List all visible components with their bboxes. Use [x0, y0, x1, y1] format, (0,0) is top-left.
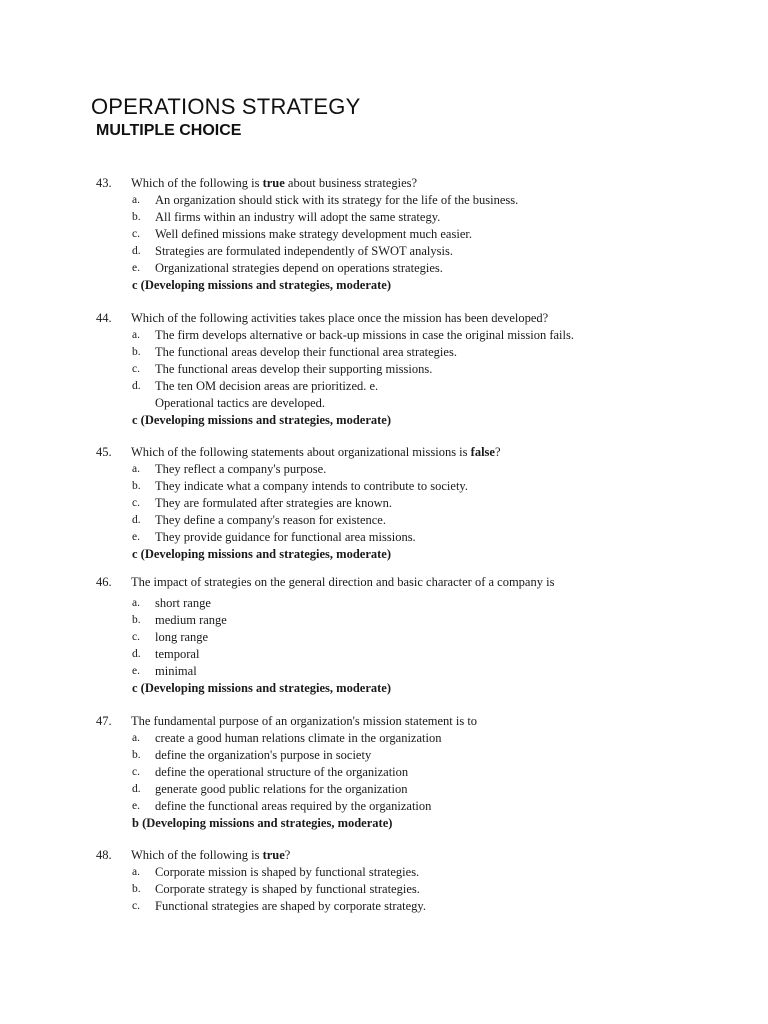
- option-letter: a.: [132, 866, 140, 878]
- option-text: Corporate mission is shaped by functional strategies.: [155, 865, 420, 879]
- option-text: generate good public relations for the organization: [155, 782, 408, 796]
- option-letter: b.: [132, 614, 141, 626]
- option-c: [96, 764, 736, 781]
- option-letter: a.: [132, 732, 140, 744]
- option-c: [96, 495, 736, 512]
- question-number: 47.: [96, 714, 112, 728]
- option-text: minimal: [155, 664, 197, 678]
- option-e: [96, 798, 736, 815]
- question-stem: [96, 175, 736, 192]
- option-text: temporal: [155, 647, 200, 661]
- option-text: define the organization's purpose in society: [155, 748, 372, 762]
- option-a: [96, 730, 736, 747]
- question-emphasis: true: [262, 176, 285, 190]
- question-text: Which of the following is: [131, 848, 263, 862]
- question-stem: [96, 444, 736, 461]
- option-d: [96, 243, 736, 260]
- option-text: They indicate what a company intends to contribute to society.: [155, 479, 468, 493]
- question-text: The fundamental purpose of an organization's mission statement is to: [131, 714, 478, 728]
- question-text: Which of the following is: [131, 176, 263, 190]
- option-b: [96, 612, 736, 629]
- question-text-end: ?: [494, 445, 501, 459]
- question-46: [96, 574, 736, 697]
- option-text: short range: [155, 596, 211, 610]
- option-text: An organization should stick with its strategy for the life of the business.: [155, 193, 519, 207]
- option-b: [96, 209, 736, 226]
- option-a: [96, 192, 736, 209]
- option-text: Organizational strategies depend on operations strategies.: [155, 261, 443, 275]
- option-a: [96, 595, 736, 612]
- option-letter: d.: [132, 783, 141, 795]
- option-e: [96, 663, 736, 680]
- option-letter: e.: [132, 800, 140, 812]
- option-letter: c.: [132, 228, 140, 240]
- option-text: long range: [155, 630, 209, 644]
- answer-key: c (Developing missions and strategies, moderate): [132, 547, 391, 561]
- option-text: create a good human relations climate in the organization: [155, 731, 442, 745]
- question-text: The impact of strategies on the general direction and basic character of a company is: [131, 575, 555, 589]
- option-text: They provide guidance for functional area missions.: [155, 530, 416, 544]
- question-stem: [96, 713, 736, 730]
- option-b: [96, 478, 736, 495]
- question-44: [96, 310, 736, 429]
- option-letter: a.: [132, 194, 140, 206]
- option-text: medium range: [155, 613, 227, 627]
- question-text-end: about business strategies?: [284, 176, 418, 190]
- option-letter: b.: [132, 883, 141, 895]
- option-letter: b.: [132, 211, 141, 223]
- option-a: [96, 327, 736, 344]
- option-d: [96, 646, 736, 663]
- answer-key: c (Developing missions and strategies, moderate): [132, 681, 391, 695]
- option-d: [96, 781, 736, 798]
- option-letter: b.: [132, 480, 141, 492]
- option-text: Well defined missions make strategy development much easier.: [155, 227, 472, 241]
- answer-key: c (Developing missions and strategies, moderate): [132, 278, 391, 292]
- option-text: Corporate strategy is shaped by functional strategies.: [155, 882, 420, 896]
- option-b: [96, 344, 736, 361]
- option-c: [96, 629, 736, 646]
- option-text: Strategies are formulated independently of SWOT analysis.: [155, 244, 453, 258]
- option-text: The functional areas develop their supporting missions.: [155, 362, 433, 376]
- option-c: [96, 226, 736, 243]
- option-letter: a.: [132, 463, 140, 475]
- option-letter: d.: [132, 514, 141, 526]
- question-text: Which of the following statements about organizational missions is: [131, 445, 471, 459]
- option-a: [96, 461, 736, 478]
- question-stem: [96, 310, 736, 327]
- option-c: [96, 898, 736, 915]
- question-number: 43.: [96, 176, 112, 190]
- question-number: 48.: [96, 848, 112, 862]
- question-emphasis: true: [262, 848, 285, 862]
- option-text: They are formulated after strategies are known.: [155, 496, 393, 510]
- question-emphasis: false: [470, 445, 495, 459]
- option-letter: c.: [132, 631, 140, 643]
- option-a: [96, 864, 736, 881]
- option-c: [96, 361, 736, 378]
- option-letter: c.: [132, 497, 140, 509]
- option-letter: d.: [132, 245, 141, 257]
- option-letter: c.: [132, 900, 140, 912]
- question-number: 46.: [96, 575, 112, 589]
- option-letter: d.: [132, 380, 141, 392]
- option-letter: e.: [132, 262, 140, 274]
- option-text: define the functional areas required by the organization: [155, 799, 432, 813]
- option-text: The functional areas develop their functional area strategies.: [155, 345, 457, 359]
- option-text: The ten OM decision areas are prioritized. e.: [155, 379, 379, 393]
- option-letter: e.: [132, 665, 140, 677]
- option-letter: e.: [132, 531, 140, 543]
- option-text: The firm develops alternative or back-up missions in case the original mission fails.: [155, 328, 574, 342]
- question-45: [96, 444, 736, 563]
- option-d: [96, 512, 736, 529]
- option-letter: b.: [132, 346, 141, 358]
- question-number: 45.: [96, 445, 112, 459]
- option-text: They define a company's reason for existence.: [155, 513, 386, 527]
- option-letter: b.: [132, 749, 141, 761]
- option-text: Functional strategies are shaped by corporate strategy.: [155, 899, 426, 913]
- option-e: [96, 529, 736, 546]
- page-title: OPERATIONS STRATEGY: [91, 94, 361, 119]
- question-text-end: ?: [284, 848, 291, 862]
- option-letter: a.: [132, 597, 140, 609]
- question-stem: [96, 847, 736, 864]
- option-b: [96, 747, 736, 764]
- question-stem: [96, 574, 736, 591]
- option-d: [96, 378, 736, 395]
- section-subtitle: MULTIPLE CHOICE: [96, 122, 242, 139]
- option-e: [96, 260, 736, 277]
- question-47: [96, 713, 736, 832]
- question-text: Which of the following activities takes place once the mission has been developed?: [131, 311, 549, 325]
- question-48: [96, 847, 736, 915]
- option-wrap-text: Operational tactics are developed.: [155, 396, 326, 410]
- option-letter: d.: [132, 648, 141, 660]
- option-letter: c.: [132, 766, 140, 778]
- option-letter: c.: [132, 363, 140, 375]
- option-text: All firms within an industry will adopt the same strategy.: [155, 210, 441, 224]
- option-text: define the operational structure of the organization: [155, 765, 409, 779]
- question-43: [96, 175, 736, 294]
- option-text: They reflect a company's purpose.: [155, 462, 327, 476]
- answer-key: c (Developing missions and strategies, moderate): [132, 413, 391, 427]
- question-number: 44.: [96, 311, 112, 325]
- answer-key: b (Developing missions and strategies, moderate): [132, 816, 393, 830]
- option-b: [96, 881, 736, 898]
- option-letter: a.: [132, 329, 140, 341]
